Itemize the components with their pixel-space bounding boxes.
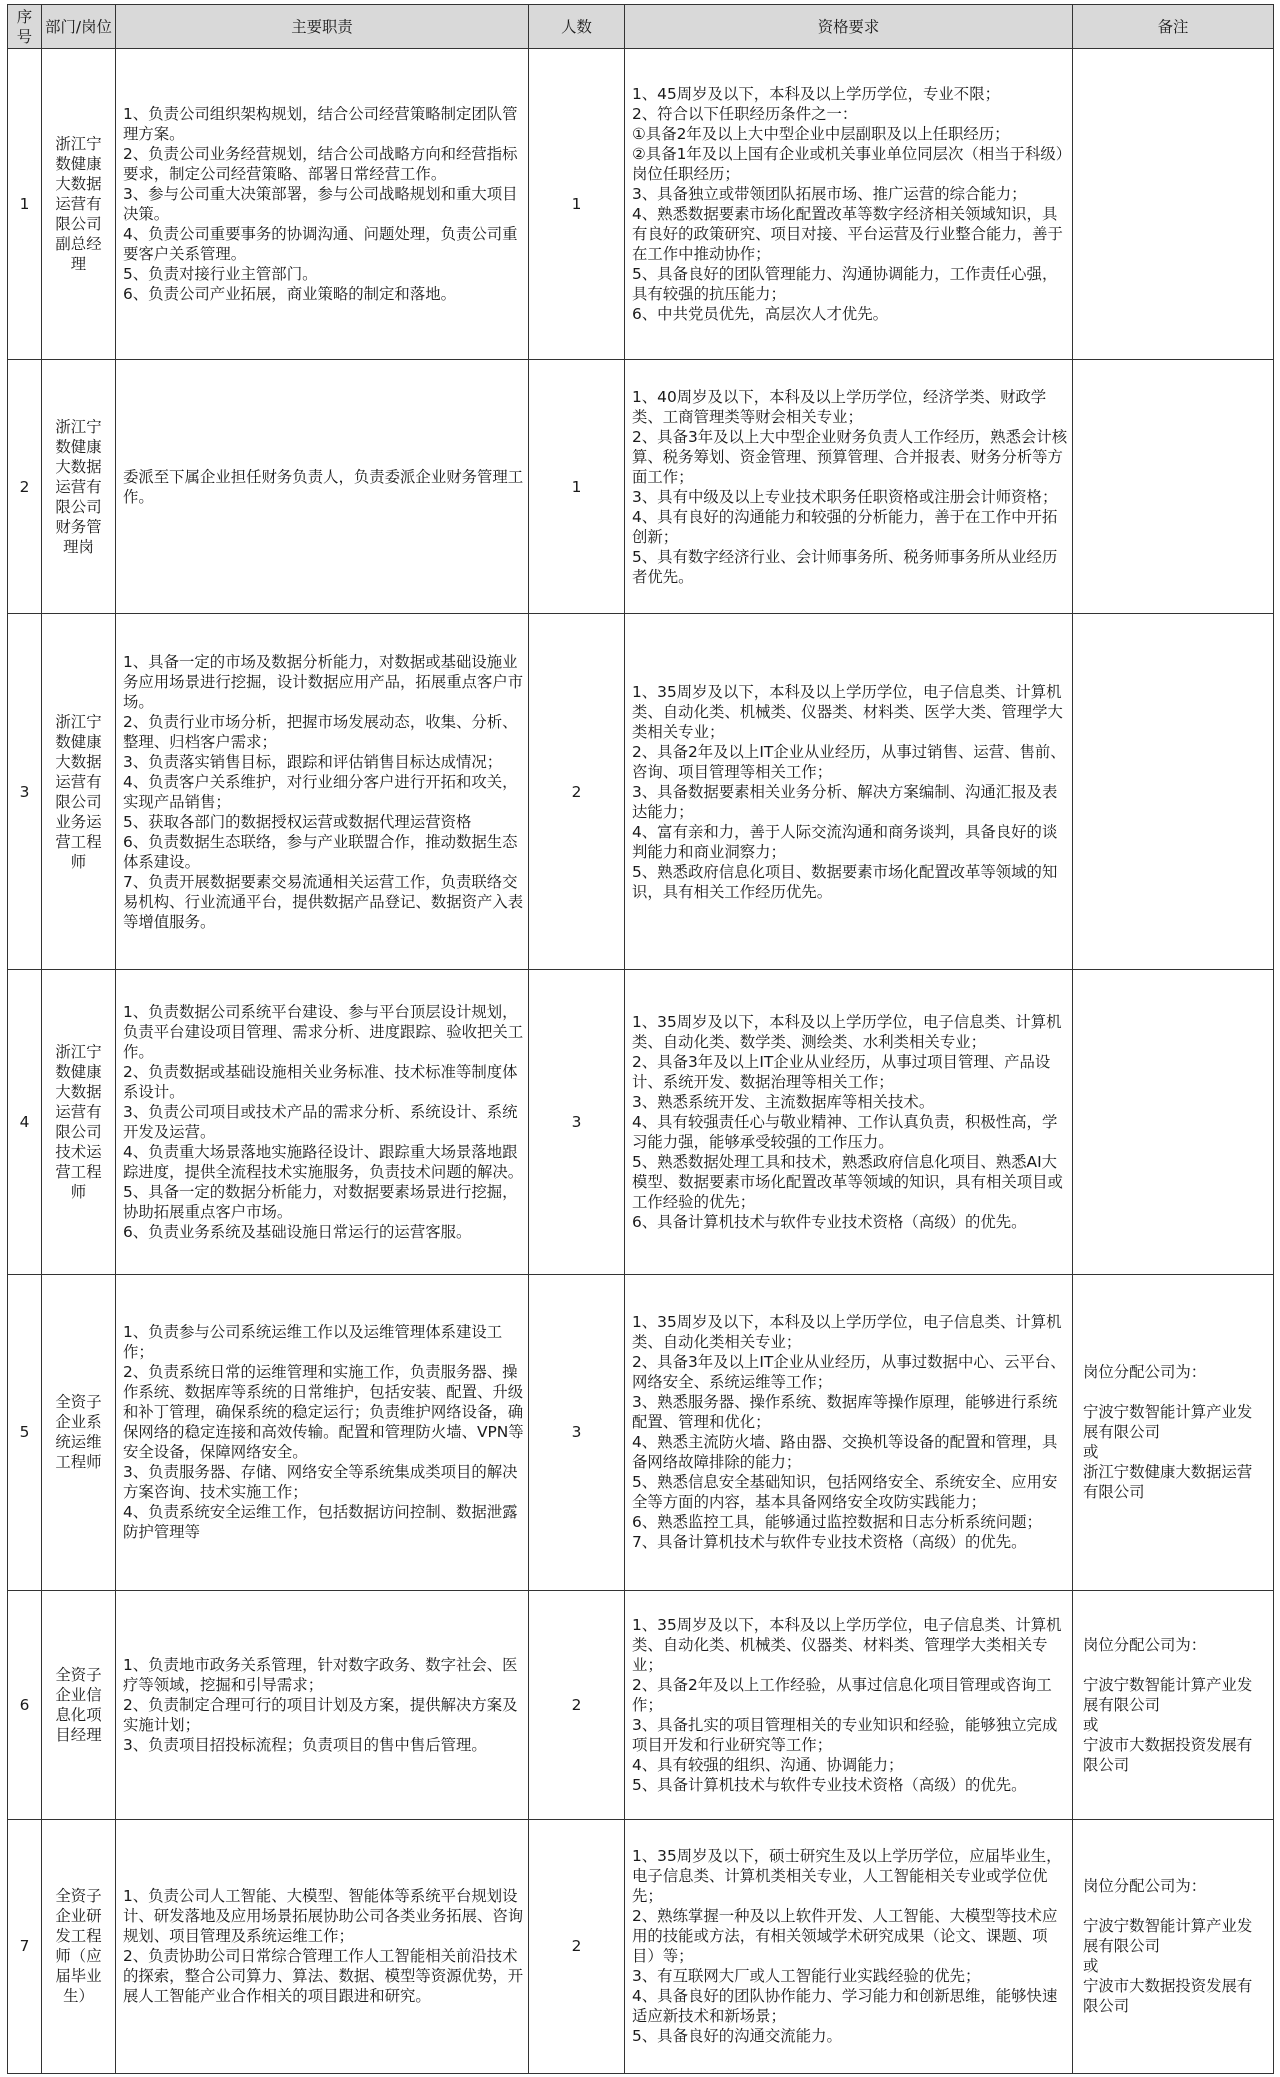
note-company: 或 xyxy=(1083,1957,1099,1976)
duty-item: 2、负责协助公司日常综合管理工作人工智能相关前沿技术的探索，整合公司算力、算法、数据、模型等资源优势，开展人工智能产业合作相关的项目跟进和研究。 xyxy=(123,1947,524,2006)
row-dept-position: 浙江宁数健康大数据运营有限公司业务运营工程师 xyxy=(42,614,116,969)
duty-item: 1、负责地市政务关系管理，针对数字政务、数字社会、医疗等领域，挖掘和引导需求； xyxy=(123,1655,518,1694)
requirement-item: ①具备2年及以上大中型企业中层副职及以上任职经历； xyxy=(632,125,1010,144)
note-spacer xyxy=(1083,1655,1265,1675)
header-num: 人数 xyxy=(529,5,625,49)
requirement-item: 3、具备扎实的项目管理相关的专业知识和经验，能够独立完成项目开发和行业研究等工作； xyxy=(632,1715,1058,1754)
duty-item: 1、负责公司组织架构规划，结合公司经营策略制定团队管理方案。 xyxy=(123,105,518,144)
requirement-item: 5、具备良好的团队管理能力、沟通协调能力，工作责任心强，具有较强的抗压能力； xyxy=(632,265,1058,304)
duty-item: 2、负责公司业务经营规划，结合公司战略方向和经营指标要求，制定公司经营策略、部署日常经营工作。 xyxy=(123,145,518,184)
table-row xyxy=(8,1819,1274,2073)
duty-item: 3、参与公司重大决策部署，参与公司战略规划和重大项目决策。 xyxy=(123,185,518,224)
requirement-item: 1、35周岁及以下，本科及以上学历学位，电子信息类、计算机类、自动化类、机械类、仪器类、材料类、管理学大类相关专业； xyxy=(632,1615,1062,1674)
row-requirements xyxy=(625,614,1073,969)
row-number: 1 xyxy=(8,49,42,360)
note-title: 岗位分配公司为： xyxy=(1083,1363,1207,1382)
requirement-item: 3、具备数据要素相关业务分析、解决方案编制、沟通汇报及表达能力； xyxy=(632,782,1058,821)
duty-item: 6、负责业务系统及基础设施日常运行的运营客服。 xyxy=(123,1222,472,1241)
requirement-item: 3、熟悉系统开发、主流数据库等相关技术。 xyxy=(632,1092,935,1111)
row-note xyxy=(1073,1819,1274,2073)
requirement-item: 2、具备2年及以上IT企业从业经历，从事过销售、运营、售前、咨询、项目管理等相关工作； xyxy=(632,742,1066,781)
requirement-item: 1、35周岁及以下，本科及以上学历学位，电子信息类、计算机类、自动化类、机械类、仪器类、材料类、医学大类、管理学大类相关专业； xyxy=(632,682,1063,741)
row-headcount: 1 xyxy=(529,49,625,360)
table-row xyxy=(8,1590,1274,1819)
row-duties xyxy=(116,614,529,969)
row-number: 2 xyxy=(8,360,42,614)
note-spacer xyxy=(1083,1896,1265,1916)
requirement-item: 6、熟悉监控工具，能够通过监控数据和日志分析系统问题； xyxy=(632,1513,1042,1532)
row-headcount: 3 xyxy=(529,969,625,1274)
requirement-item: 5、熟悉数据处理工具和技术，熟悉政府信息化项目、熟悉AI大模型、数据要素市场化配置改革等领域的知识，具有相关项目或工作经验的优先； xyxy=(632,1152,1063,1211)
note-title: 岗位分配公司为： xyxy=(1083,1635,1207,1654)
table-row xyxy=(8,969,1274,1274)
duty-item: 4、负责重大场景落地实施路径设计、跟踪重大场景落地跟踪进度，提供全流程技术实施服务，负责技术问题的解决。 xyxy=(123,1142,524,1181)
row-dept-position: 浙江宁数健康大数据运营有限公司技术运营工程师 xyxy=(42,969,116,1274)
row-headcount: 2 xyxy=(529,1819,625,2073)
row-duties xyxy=(116,1819,529,2073)
header-no: 序号 xyxy=(8,5,42,49)
duty-item: 6、负责数据生态联络，参与产业联盟合作，推动数据生态体系建设。 xyxy=(123,832,518,871)
row-dept-position: 浙江宁数健康大数据运营有限公司财务管理岗 xyxy=(42,360,116,614)
duty-item: 5、负责对接行业主管部门。 xyxy=(123,265,318,284)
row-requirements xyxy=(625,1590,1073,1819)
requirement-item: 5、熟悉政府信息化项目、数据要素市场化配置改革等领域的知识，具有相关工作经历优先。 xyxy=(632,862,1058,901)
row-dept-position: 全资子企业系统运维工程师 xyxy=(42,1274,116,1590)
row-duties xyxy=(116,1590,529,1819)
row-requirements xyxy=(625,49,1073,360)
requirement-item: 4、具备良好的团队协作能力、学习能力和创新思维，能够快速适应新技术和新场景； xyxy=(632,1987,1058,2026)
duty-item: 4、负责公司重要事务的协调沟通、问题处理，负责公司重要客户关系管理。 xyxy=(123,225,518,264)
row-dept-position: 全资子企业研发工程师（应届毕业生） xyxy=(42,1819,116,2073)
requirement-item: 5、具备计算机技术与软件专业技术资格（高级）的优先。 xyxy=(632,1775,1027,1794)
duty-item: 3、负责项目招投标流程；负责项目的售中售后管理。 xyxy=(123,1735,487,1754)
row-dept-position: 浙江宁数健康大数据运营有限公司副总经理 xyxy=(42,49,116,360)
requirement-item: 3、具备独立或带领团队拓展市场、推广运营的综合能力； xyxy=(632,185,1027,204)
row-note xyxy=(1073,969,1274,1274)
duty-item: 2、负责数据或基础设施相关业务标准、技术标准等制度体系设计。 xyxy=(123,1062,518,1101)
duty-item: 6、负责公司产业拓展，商业策略的制定和落地。 xyxy=(123,285,456,304)
note-spacer xyxy=(1083,1382,1265,1402)
duty-item: 5、获取各部门的数据授权运营或数据代理运营资格 xyxy=(123,812,472,831)
requirement-item: ②具备1年及以上国有企业或机关事业单位同层次（相当于科级）岗位任职经历； xyxy=(632,145,1064,184)
duty-item: 3、负责服务器、存储、网络安全等系统集成类项目的解决方案咨询、技术实施工作； xyxy=(123,1463,518,1502)
row-duties xyxy=(116,969,529,1274)
row-number: 5 xyxy=(8,1274,42,1590)
requirement-item: 4、富有亲和力，善于人际交流沟通和商务谈判，具备良好的谈判能力和商业洞察力； xyxy=(632,822,1058,861)
note-company: 宁波宁数智能计算产业发展有限公司 xyxy=(1083,1917,1253,1956)
requirement-item: 1、35周岁及以下，本科及以上学历学位，电子信息类、计算机类、自动化类相关专业； xyxy=(632,1313,1062,1352)
row-duties xyxy=(116,1274,529,1590)
row-headcount: 2 xyxy=(529,1590,625,1819)
requirement-item: 1、45周岁及以下，本科及以上学历学位，专业不限； xyxy=(632,85,1000,104)
row-requirements xyxy=(625,360,1073,614)
row-requirements xyxy=(625,1819,1073,2073)
note-company: 或 xyxy=(1083,1443,1099,1462)
requirement-item: 3、有互联网大厂或人工智能行业实践经验的优先； xyxy=(632,1967,981,1986)
requirement-item: 4、具有较强责任心与敬业精神、工作认真负责，积极性高，学习能力强，能够承受较强的工作压力。 xyxy=(632,1112,1058,1151)
row-number: 7 xyxy=(8,1819,42,2073)
requirement-item: 3、具有中级及以上专业技术职务任职资格或注册会计师资格； xyxy=(632,487,1058,506)
requirement-item: 2、具备3年及以上IT企业从业经历，从事过项目管理、产品设计、系统开发、数据治理等相关工作； xyxy=(632,1052,1051,1091)
row-requirements xyxy=(625,1274,1073,1590)
requirement-item: 2、符合以下任职经历条件之一： xyxy=(632,105,858,124)
table-row xyxy=(8,614,1274,969)
requirement-item: 4、具有较强的组织、沟通、协调能力； xyxy=(632,1755,904,1774)
row-number: 6 xyxy=(8,1590,42,1819)
requirement-item: 5、具有数字经济行业、会计师事务所、税务师事务所从业经历者优先。 xyxy=(632,547,1058,586)
requirement-item: 4、熟悉数据要素市场化配置改革等数字经济相关领域知识，具有良好的政策研究、项目对接、平台运营及行业整合能力，善于在工作中推动协作； xyxy=(632,205,1063,264)
table-body xyxy=(8,49,1274,2074)
row-headcount: 2 xyxy=(529,614,625,969)
table-row xyxy=(8,360,1274,614)
duty-item: 4、负责客户关系维护，对行业细分客户进行开拓和攻关，实现产品销售； xyxy=(123,772,518,811)
row-requirements xyxy=(625,969,1073,1274)
row-number: 4 xyxy=(8,969,42,1274)
header-req: 资格要求 xyxy=(625,5,1073,49)
requirement-item: 3、熟悉服务器、操作系统、数据库等操作原理，能够进行系统配置、管理和优化； xyxy=(632,1393,1058,1432)
recruitment-table-sheet xyxy=(7,4,1273,2074)
row-dept-position: 全资子企业信息化项目经理 xyxy=(42,1590,116,1819)
table-row xyxy=(8,49,1274,360)
requirement-item: 7、具备计算机技术与软件专业技术资格（高级）的优先。 xyxy=(632,1533,1027,1552)
duty-item: 7、负责开展数据要素交易流通相关运营工作，负责联络交易机构、行业流通平台，提供数据产品登记、数据资产入表等增值服务。 xyxy=(123,872,524,931)
row-number: 3 xyxy=(8,614,42,969)
row-note xyxy=(1073,1274,1274,1590)
note-company: 宁波市大数据投资发展有限公司 xyxy=(1083,1977,1253,2016)
requirement-item: 2、熟练掌握一种及以上软件开发、人工智能、大模型等技术应用的技能或方法，有相关领域学术研究成果（论文、课题、项目）等； xyxy=(632,1907,1058,1966)
table-row xyxy=(8,1274,1274,1590)
requirement-item: 5、熟悉信息安全基础知识，包括网络安全、系统安全、应用安全等方面的内容，基本具备网络安全攻防实践能力； xyxy=(632,1473,1058,1512)
duty-item: 1、负责参与公司系统运维工作以及运维管理体系建设工作； xyxy=(123,1323,503,1362)
requirement-item: 2、具备2年及以上工作经验，从事过信息化项目管理或咨询工作； xyxy=(632,1675,1052,1714)
row-note xyxy=(1073,1590,1274,1819)
duty-item: 委派至下属企业担任财务负责人，负责委派企业财务管理工作。 xyxy=(123,467,524,506)
requirement-item: 1、35周岁及以下，硕士研究生及以上学历学位，应届毕业生，电子信息类、计算机类相关专业，人工智能相关专业或学位优先； xyxy=(632,1847,1062,1906)
requirement-item: 1、35周岁及以下，本科及以上学历学位，电子信息类、计算机类、自动化类、数学类、测绘类、水利类相关专业； xyxy=(632,1012,1062,1051)
requirement-item: 6、中共党员优先，高层次人才优先。 xyxy=(632,305,889,324)
note-company: 宁波市大数据投资发展有限公司 xyxy=(1083,1735,1253,1774)
row-note xyxy=(1073,614,1274,969)
recruitment-table xyxy=(7,4,1274,2074)
duty-item: 1、具备一定的市场及数据分析能力，对数据或基础设施业务应用场景进行挖掘，设计数据应用产品，拓展重点客户市场。 xyxy=(123,652,524,711)
requirement-item: 5、具备良好的沟通交流能力。 xyxy=(632,2027,842,2046)
row-duties xyxy=(116,49,529,360)
row-headcount: 3 xyxy=(529,1274,625,1590)
requirement-item: 4、具有良好的沟通能力和较强的分析能力，善于在工作中开拓创新； xyxy=(632,507,1058,546)
duty-item: 2、负责制定合理可行的项目计划及方案，提供解决方案及实施计划； xyxy=(123,1695,518,1734)
duty-item: 3、负责公司项目或技术产品的需求分析、系统设计、系统开发及运营。 xyxy=(123,1102,518,1141)
duty-item: 1、负责公司人工智能、大模型、智能体等系统平台规划设计、研发落地及应用场景拓展协助公司各类业务拓展、咨询规划、项目管理及系统运维工作； xyxy=(123,1887,524,1946)
note-title: 岗位分配公司为： xyxy=(1083,1877,1207,1896)
duty-item: 4、负责系统安全运维工作，包括数据访问控制、数据泄露防护管理等 xyxy=(123,1503,518,1542)
note-company: 宁波宁数智能计算产业发展有限公司 xyxy=(1083,1403,1253,1442)
header-duty: 主要职责 xyxy=(116,5,529,49)
header-dept: 部门/岗位 xyxy=(42,5,116,49)
row-duties xyxy=(116,360,529,614)
header-note: 备注 xyxy=(1073,5,1274,49)
requirement-item: 4、熟悉主流防火墙、路由器、交换机等设备的配置和管理，具备网络故障排除的能力； xyxy=(632,1433,1058,1472)
duty-item: 5、具备一定的数据分析能力，对数据要素场景进行挖掘，协助拓展重点客户市场。 xyxy=(123,1182,518,1221)
duty-item: 3、负责落实销售目标，跟踪和评估销售目标达成情况； xyxy=(123,752,503,771)
row-headcount: 1 xyxy=(529,360,625,614)
requirement-item: 1、40周岁及以下，本科及以上学历学位，经济学类、财政学类、工商管理类等财会相关专业； xyxy=(632,387,1047,426)
requirement-item: 6、具备计算机技术与软件专业技术资格（高级）的优先。 xyxy=(632,1212,1027,1231)
table-header-row xyxy=(8,5,1274,49)
note-company: 或 xyxy=(1083,1715,1099,1734)
duty-item: 2、负责行业市场分析，把握市场发展动态，收集、分析、整理、归档客户需求； xyxy=(123,712,518,751)
note-company: 宁波宁数智能计算产业发展有限公司 xyxy=(1083,1675,1253,1714)
row-note xyxy=(1073,360,1274,614)
note-company: 浙江宁数健康大数据运营有限公司 xyxy=(1083,1463,1253,1502)
requirement-item: 2、具备3年及以上大中型企业财务负责人工作经历，熟悉会计核算、税务筹划、资金管理、预算管理、合并报表、财务分析等方面工作； xyxy=(632,427,1068,486)
row-note xyxy=(1073,49,1274,360)
duty-item: 1、负责数据公司系统平台建设、参与平台顶层设计规划，负责平台建设项目管理、需求分析、进度跟踪、验收把关工作。 xyxy=(123,1002,524,1061)
duty-item: 2、负责系统日常的运维管理和实施工作，负责服务器、操作系统、数据库等系统的日常维护，包括安装、配置、升级和补丁管理，确保系统的稳定运行；负责维护网络设备，确保网络的稳定连接和高效传输。配置和管理防火墙、VPN等安全设备，保障网络安全。 xyxy=(123,1363,524,1462)
requirement-item: 2、具备3年及以上IT企业从业经历，从事过数据中心、云平台、网络安全、系统运维等工作； xyxy=(632,1353,1066,1392)
